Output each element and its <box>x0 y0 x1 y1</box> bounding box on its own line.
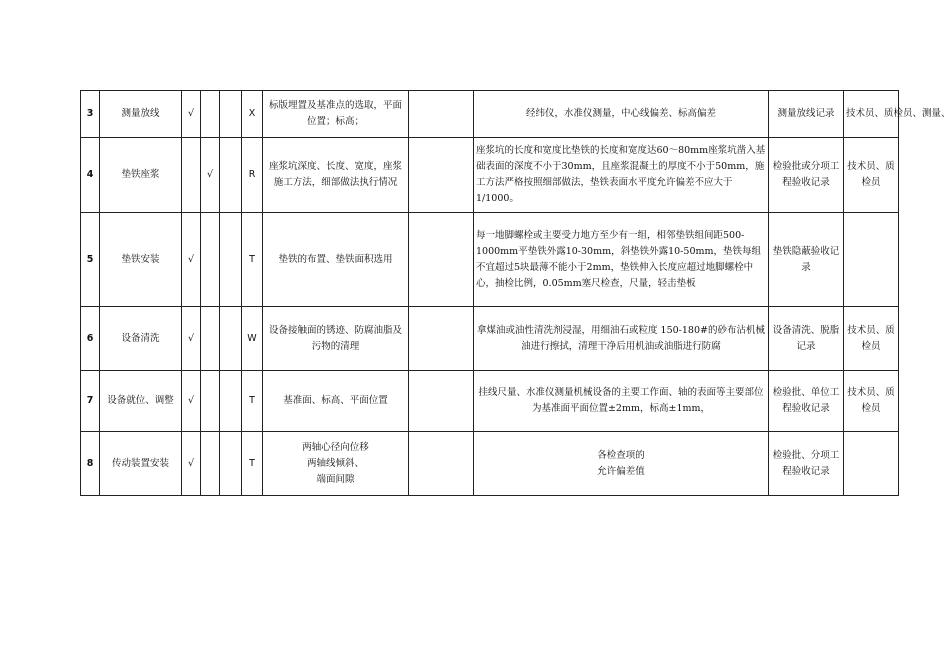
check-mark-2: √ <box>201 138 220 213</box>
responsible-person: 技术员、质检员、测量、 <box>844 91 899 138</box>
process-name: 测量放线 <box>100 91 182 138</box>
check-mark-2 <box>201 213 220 307</box>
control-level: T <box>242 432 263 496</box>
inspection-standard: 挂线尺量、水准仪测量机械设备的主要工作面、轴的表面等主要部位为基准面平面位置±2mm，标高±1mm， <box>474 371 769 432</box>
control-level: T <box>242 213 263 307</box>
check-mark-3 <box>220 307 242 371</box>
check-mark-2 <box>201 307 220 371</box>
extra-cell <box>409 138 474 213</box>
process-name: 垫铁安装 <box>100 213 182 307</box>
record-document: 检验批或分项工程验收记录 <box>769 138 844 213</box>
inspection-standard: 经纬仪，水准仪测量，中心线偏差、标高偏差 <box>474 91 769 138</box>
check-mark-3 <box>220 432 242 496</box>
check-mark-2 <box>201 371 220 432</box>
table-row <box>81 138 899 213</box>
record-document: 检验批、单位工程验收记录 <box>769 371 844 432</box>
record-document: 检验批、分项工程验收记录 <box>769 432 844 496</box>
control-level: W <box>242 307 263 371</box>
check-mark-2 <box>201 91 220 138</box>
extra-cell <box>409 371 474 432</box>
table-row <box>81 371 899 432</box>
control-content: 座浆坑深度、长度、宽度，座浆施工方法，细部做法执行情况 <box>263 138 409 213</box>
row-number: 8 <box>81 432 100 496</box>
check-mark-3 <box>220 91 242 138</box>
responsible-person <box>844 432 899 496</box>
responsible-person <box>844 213 899 307</box>
check-mark-3 <box>220 213 242 307</box>
control-level: R <box>242 138 263 213</box>
row-number: 6 <box>81 307 100 371</box>
control-content: 两轴心径向位移 两轴线倾斜、 端面间隙 <box>263 432 409 496</box>
process-name: 传动装置安装 <box>100 432 182 496</box>
record-document: 测量放线记录 <box>769 91 844 138</box>
table-row <box>81 432 899 496</box>
inspection-standard: 拿煤油或油性清洗剂浸湿，用细油石或粒度 150-180#的砂布沾机械油进行擦拭，清理干净后用机油或油脂进行防腐 <box>474 307 769 371</box>
process-name: 设备清洗 <box>100 307 182 371</box>
responsible-person: 技术员、质检员 <box>844 371 899 432</box>
record-document: 垫铁隐蔽验收记录 <box>769 213 844 307</box>
control-content: 设备接触面的锈迹、防腐油脂及污物的清理 <box>263 307 409 371</box>
quality-control-table <box>80 90 951 496</box>
row-number: 4 <box>81 138 100 213</box>
table-row <box>81 307 899 371</box>
row-number: 5 <box>81 213 100 307</box>
extra-cell <box>409 432 474 496</box>
responsible-person: 技术员、质检员 <box>844 307 899 371</box>
row-number: 7 <box>81 371 100 432</box>
check-mark-1: √ <box>182 432 201 496</box>
check-mark-1: √ <box>182 307 201 371</box>
table-row <box>81 213 899 307</box>
control-level: T <box>242 371 263 432</box>
table-row <box>81 91 899 138</box>
check-mark-1: √ <box>182 213 201 307</box>
inspection-standard: 各检查项的 允许偏差值 <box>474 432 769 496</box>
check-mark-1 <box>182 138 201 213</box>
control-content: 垫铁的布置、垫铁面积选用 <box>263 213 409 307</box>
responsible-person: 技术员、质检员 <box>844 138 899 213</box>
process-name: 垫铁座浆 <box>100 138 182 213</box>
extra-cell <box>409 91 474 138</box>
check-mark-3 <box>220 371 242 432</box>
record-document: 设备清洗、脱脂记录 <box>769 307 844 371</box>
check-mark-3 <box>220 138 242 213</box>
control-content: 基准面、标高、平面位置 <box>263 371 409 432</box>
check-mark-2 <box>201 432 220 496</box>
extra-cell <box>409 307 474 371</box>
process-name: 设备就位、调整 <box>100 371 182 432</box>
control-level: X <box>242 91 263 138</box>
inspection-standard: 座浆坑的长度和宽度比垫铁的长度和宽度达60～80mm座浆坑凿入基础表面的深度不小于30mm，且座浆混凝土的厚度不小于50mm，施工方法严格按照细部做法，垫铁表面水平度允许偏差不应大于 1/1000。 <box>474 138 769 213</box>
control-content: 标版埋置及基准点的选取，平面位置；标高； <box>263 91 409 138</box>
extra-cell <box>409 213 474 307</box>
check-mark-1: √ <box>182 371 201 432</box>
inspection-standard: 每一地脚螺栓或主要受力地方至少有一组，相邻垫铁组间距500-1000mm平垫铁外露10-30mm，斜垫铁外露10-50mm，垫铁每组不宜超过5块最薄不能小于2mm，垫铁伸入长度应超过地脚螺栓中心，抽检比例，0.05mm塞尺检查，尺量，轻击垫板 <box>474 213 769 307</box>
row-number: 3 <box>81 91 100 138</box>
check-mark-1: √ <box>182 91 201 138</box>
